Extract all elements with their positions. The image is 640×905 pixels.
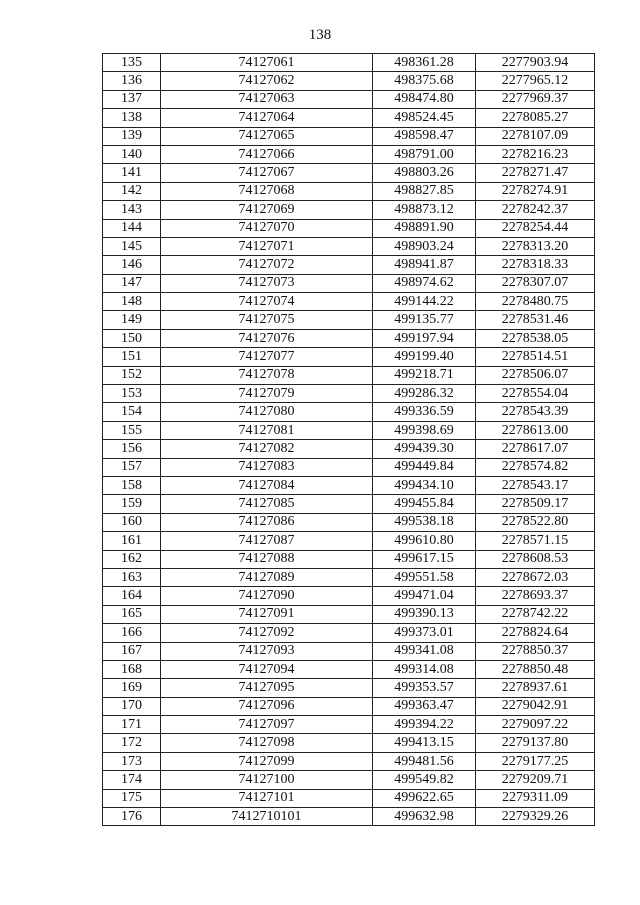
y-coordinate-cell: 2278480.75 bbox=[476, 293, 595, 311]
row-number-cell: 156 bbox=[103, 440, 161, 458]
y-coordinate-cell: 2279329.26 bbox=[476, 808, 595, 826]
y-coordinate-cell: 2277903.94 bbox=[476, 54, 595, 72]
table-row bbox=[103, 624, 595, 642]
row-number-cell: 172 bbox=[103, 734, 161, 752]
table-row bbox=[103, 550, 595, 568]
row-number-cell: 154 bbox=[103, 403, 161, 421]
x-coordinate-cell: 499197.94 bbox=[373, 329, 476, 347]
row-number-cell: 164 bbox=[103, 587, 161, 605]
table-row bbox=[103, 605, 595, 623]
y-coordinate-cell: 2278216.23 bbox=[476, 145, 595, 163]
point-id-cell: 74127092 bbox=[161, 624, 373, 642]
row-number-cell: 139 bbox=[103, 127, 161, 145]
table-row bbox=[103, 366, 595, 384]
y-coordinate-cell: 2278543.17 bbox=[476, 476, 595, 494]
row-number-cell: 158 bbox=[103, 476, 161, 494]
table-row bbox=[103, 771, 595, 789]
y-coordinate-cell: 2278514.51 bbox=[476, 348, 595, 366]
row-number-cell: 150 bbox=[103, 329, 161, 347]
row-number-cell: 157 bbox=[103, 458, 161, 476]
table-row bbox=[103, 219, 595, 237]
table-row bbox=[103, 90, 595, 108]
table-row bbox=[103, 237, 595, 255]
y-coordinate-cell: 2278937.61 bbox=[476, 679, 595, 697]
x-coordinate-cell: 499455.84 bbox=[373, 495, 476, 513]
page-number: 138 bbox=[308, 27, 332, 43]
y-coordinate-cell: 2279137.80 bbox=[476, 734, 595, 752]
x-coordinate-cell: 499336.59 bbox=[373, 403, 476, 421]
y-coordinate-cell: 2278506.07 bbox=[476, 366, 595, 384]
point-id-cell: 74127073 bbox=[161, 274, 373, 292]
x-coordinate-cell: 499314.08 bbox=[373, 660, 476, 678]
x-coordinate-cell: 499481.56 bbox=[373, 752, 476, 770]
table-row bbox=[103, 109, 595, 127]
row-number-cell: 174 bbox=[103, 771, 161, 789]
point-id-cell: 74127083 bbox=[161, 458, 373, 476]
y-coordinate-cell: 2278608.53 bbox=[476, 550, 595, 568]
point-id-cell: 74127063 bbox=[161, 90, 373, 108]
point-id-cell: 74127097 bbox=[161, 716, 373, 734]
point-id-cell: 74127074 bbox=[161, 293, 373, 311]
y-coordinate-cell: 2278242.37 bbox=[476, 201, 595, 219]
point-id-cell: 74127091 bbox=[161, 605, 373, 623]
table-row bbox=[103, 587, 595, 605]
point-id-cell: 74127070 bbox=[161, 219, 373, 237]
x-coordinate-cell: 499434.10 bbox=[373, 476, 476, 494]
row-number-cell: 138 bbox=[103, 109, 161, 127]
point-id-cell: 74127068 bbox=[161, 182, 373, 200]
row-number-cell: 165 bbox=[103, 605, 161, 623]
row-number-cell: 143 bbox=[103, 201, 161, 219]
x-coordinate-cell: 498474.80 bbox=[373, 90, 476, 108]
coordinates-table-body bbox=[103, 54, 595, 826]
row-number-cell: 166 bbox=[103, 624, 161, 642]
x-coordinate-cell: 499632.98 bbox=[373, 808, 476, 826]
point-id-cell: 74127089 bbox=[161, 568, 373, 586]
y-coordinate-cell: 2278107.09 bbox=[476, 127, 595, 145]
y-coordinate-cell: 2278307.07 bbox=[476, 274, 595, 292]
table-row bbox=[103, 54, 595, 72]
point-id-cell: 74127094 bbox=[161, 660, 373, 678]
row-number-cell: 135 bbox=[103, 54, 161, 72]
point-id-cell: 74127064 bbox=[161, 109, 373, 127]
table-row bbox=[103, 458, 595, 476]
point-id-cell: 74127069 bbox=[161, 201, 373, 219]
table-row bbox=[103, 716, 595, 734]
y-coordinate-cell: 2277969.37 bbox=[476, 90, 595, 108]
y-coordinate-cell: 2278318.33 bbox=[476, 256, 595, 274]
table-row bbox=[103, 403, 595, 421]
point-id-cell: 74127076 bbox=[161, 329, 373, 347]
y-coordinate-cell: 2279177.25 bbox=[476, 752, 595, 770]
y-coordinate-cell: 2278574.82 bbox=[476, 458, 595, 476]
point-id-cell: 74127077 bbox=[161, 348, 373, 366]
point-id-cell: 74127099 bbox=[161, 752, 373, 770]
x-coordinate-cell: 499199.40 bbox=[373, 348, 476, 366]
x-coordinate-cell: 499449.84 bbox=[373, 458, 476, 476]
table-row bbox=[103, 201, 595, 219]
y-coordinate-cell: 2278554.04 bbox=[476, 385, 595, 403]
y-coordinate-cell: 2278617.07 bbox=[476, 440, 595, 458]
point-id-cell: 74127088 bbox=[161, 550, 373, 568]
table-row bbox=[103, 476, 595, 494]
y-coordinate-cell: 2278538.05 bbox=[476, 329, 595, 347]
row-number-cell: 140 bbox=[103, 145, 161, 163]
table-row bbox=[103, 440, 595, 458]
table-row bbox=[103, 421, 595, 439]
row-number-cell: 145 bbox=[103, 237, 161, 255]
x-coordinate-cell: 498361.28 bbox=[373, 54, 476, 72]
table-row bbox=[103, 808, 595, 826]
x-coordinate-cell: 498941.87 bbox=[373, 256, 476, 274]
point-id-cell: 74127067 bbox=[161, 164, 373, 182]
table-row bbox=[103, 72, 595, 90]
row-number-cell: 153 bbox=[103, 385, 161, 403]
point-id-cell: 74127082 bbox=[161, 440, 373, 458]
y-coordinate-cell: 2279311.09 bbox=[476, 789, 595, 807]
y-coordinate-cell: 2278254.44 bbox=[476, 219, 595, 237]
y-coordinate-cell: 2278313.20 bbox=[476, 237, 595, 255]
y-coordinate-cell: 2278742.22 bbox=[476, 605, 595, 623]
row-number-cell: 169 bbox=[103, 679, 161, 697]
table-row bbox=[103, 495, 595, 513]
table-row bbox=[103, 256, 595, 274]
x-coordinate-cell: 499286.32 bbox=[373, 385, 476, 403]
table-row bbox=[103, 789, 595, 807]
x-coordinate-cell: 499538.18 bbox=[373, 513, 476, 531]
row-number-cell: 136 bbox=[103, 72, 161, 90]
x-coordinate-cell: 499353.57 bbox=[373, 679, 476, 697]
table-row bbox=[103, 145, 595, 163]
y-coordinate-cell: 2277965.12 bbox=[476, 72, 595, 90]
y-coordinate-cell: 2278672.03 bbox=[476, 568, 595, 586]
y-coordinate-cell: 2278274.91 bbox=[476, 182, 595, 200]
table-row bbox=[103, 679, 595, 697]
row-number-cell: 162 bbox=[103, 550, 161, 568]
table-row bbox=[103, 532, 595, 550]
point-id-cell: 74127081 bbox=[161, 421, 373, 439]
row-number-cell: 176 bbox=[103, 808, 161, 826]
table-row bbox=[103, 568, 595, 586]
table-row bbox=[103, 311, 595, 329]
x-coordinate-cell: 499610.80 bbox=[373, 532, 476, 550]
table-row bbox=[103, 348, 595, 366]
table-row bbox=[103, 293, 595, 311]
x-coordinate-cell: 499413.15 bbox=[373, 734, 476, 752]
row-number-cell: 168 bbox=[103, 660, 161, 678]
table-row bbox=[103, 329, 595, 347]
row-number-cell: 167 bbox=[103, 642, 161, 660]
table-row bbox=[103, 642, 595, 660]
y-coordinate-cell: 2279042.91 bbox=[476, 697, 595, 715]
row-number-cell: 171 bbox=[103, 716, 161, 734]
y-coordinate-cell: 2278571.15 bbox=[476, 532, 595, 550]
row-number-cell: 148 bbox=[103, 293, 161, 311]
y-coordinate-cell: 2278509.17 bbox=[476, 495, 595, 513]
x-coordinate-cell: 499363.47 bbox=[373, 697, 476, 715]
x-coordinate-cell: 499218.71 bbox=[373, 366, 476, 384]
point-id-cell: 74127095 bbox=[161, 679, 373, 697]
row-number-cell: 146 bbox=[103, 256, 161, 274]
y-coordinate-cell: 2278522.80 bbox=[476, 513, 595, 531]
row-number-cell: 144 bbox=[103, 219, 161, 237]
point-id-cell: 74127072 bbox=[161, 256, 373, 274]
row-number-cell: 151 bbox=[103, 348, 161, 366]
y-coordinate-cell: 2278850.37 bbox=[476, 642, 595, 660]
table-row bbox=[103, 513, 595, 531]
point-id-cell: 74127087 bbox=[161, 532, 373, 550]
x-coordinate-cell: 498827.85 bbox=[373, 182, 476, 200]
x-coordinate-cell: 498524.45 bbox=[373, 109, 476, 127]
x-coordinate-cell: 499398.69 bbox=[373, 421, 476, 439]
y-coordinate-cell: 2278543.39 bbox=[476, 403, 595, 421]
y-coordinate-cell: 2278824.64 bbox=[476, 624, 595, 642]
y-coordinate-cell: 2279209.71 bbox=[476, 771, 595, 789]
point-id-cell: 74127061 bbox=[161, 54, 373, 72]
point-id-cell: 74127100 bbox=[161, 771, 373, 789]
point-id-cell: 74127062 bbox=[161, 72, 373, 90]
table-row bbox=[103, 660, 595, 678]
row-number-cell: 173 bbox=[103, 752, 161, 770]
point-id-cell: 74127098 bbox=[161, 734, 373, 752]
row-number-cell: 141 bbox=[103, 164, 161, 182]
y-coordinate-cell: 2278693.37 bbox=[476, 587, 595, 605]
row-number-cell: 142 bbox=[103, 182, 161, 200]
y-coordinate-cell: 2278085.27 bbox=[476, 109, 595, 127]
point-id-cell: 74127080 bbox=[161, 403, 373, 421]
x-coordinate-cell: 498903.24 bbox=[373, 237, 476, 255]
row-number-cell: 137 bbox=[103, 90, 161, 108]
x-coordinate-cell: 499622.65 bbox=[373, 789, 476, 807]
point-id-cell: 74127096 bbox=[161, 697, 373, 715]
point-id-cell: 7412710101 bbox=[161, 808, 373, 826]
row-number-cell: 160 bbox=[103, 513, 161, 531]
table-row bbox=[103, 164, 595, 182]
y-coordinate-cell: 2279097.22 bbox=[476, 716, 595, 734]
point-id-cell: 74127090 bbox=[161, 587, 373, 605]
point-id-cell: 74127066 bbox=[161, 145, 373, 163]
x-coordinate-cell: 498375.68 bbox=[373, 72, 476, 90]
row-number-cell: 149 bbox=[103, 311, 161, 329]
point-id-cell: 74127085 bbox=[161, 495, 373, 513]
row-number-cell: 155 bbox=[103, 421, 161, 439]
x-coordinate-cell: 498974.62 bbox=[373, 274, 476, 292]
y-coordinate-cell: 2278850.48 bbox=[476, 660, 595, 678]
x-coordinate-cell: 499551.58 bbox=[373, 568, 476, 586]
x-coordinate-cell: 498891.90 bbox=[373, 219, 476, 237]
y-coordinate-cell: 2278271.47 bbox=[476, 164, 595, 182]
row-number-cell: 159 bbox=[103, 495, 161, 513]
coordinates-table bbox=[102, 53, 595, 826]
x-coordinate-cell: 499144.22 bbox=[373, 293, 476, 311]
x-coordinate-cell: 499341.08 bbox=[373, 642, 476, 660]
y-coordinate-cell: 2278613.00 bbox=[476, 421, 595, 439]
x-coordinate-cell: 499394.22 bbox=[373, 716, 476, 734]
x-coordinate-cell: 499373.01 bbox=[373, 624, 476, 642]
table-row bbox=[103, 734, 595, 752]
table-row bbox=[103, 697, 595, 715]
x-coordinate-cell: 499549.82 bbox=[373, 771, 476, 789]
point-id-cell: 74127078 bbox=[161, 366, 373, 384]
x-coordinate-cell: 499471.04 bbox=[373, 587, 476, 605]
point-id-cell: 74127065 bbox=[161, 127, 373, 145]
table-row bbox=[103, 385, 595, 403]
row-number-cell: 152 bbox=[103, 366, 161, 384]
point-id-cell: 74127101 bbox=[161, 789, 373, 807]
row-number-cell: 161 bbox=[103, 532, 161, 550]
point-id-cell: 74127093 bbox=[161, 642, 373, 660]
point-id-cell: 74127086 bbox=[161, 513, 373, 531]
x-coordinate-cell: 498803.26 bbox=[373, 164, 476, 182]
table-row bbox=[103, 127, 595, 145]
row-number-cell: 163 bbox=[103, 568, 161, 586]
x-coordinate-cell: 499390.13 bbox=[373, 605, 476, 623]
x-coordinate-cell: 498873.12 bbox=[373, 201, 476, 219]
table-row bbox=[103, 752, 595, 770]
table-row bbox=[103, 274, 595, 292]
y-coordinate-cell: 2278531.46 bbox=[476, 311, 595, 329]
point-id-cell: 74127071 bbox=[161, 237, 373, 255]
x-coordinate-cell: 498791.00 bbox=[373, 145, 476, 163]
x-coordinate-cell: 498598.47 bbox=[373, 127, 476, 145]
point-id-cell: 74127084 bbox=[161, 476, 373, 494]
row-number-cell: 147 bbox=[103, 274, 161, 292]
point-id-cell: 74127075 bbox=[161, 311, 373, 329]
x-coordinate-cell: 499439.30 bbox=[373, 440, 476, 458]
point-id-cell: 74127079 bbox=[161, 385, 373, 403]
table-row bbox=[103, 182, 595, 200]
x-coordinate-cell: 499617.15 bbox=[373, 550, 476, 568]
row-number-cell: 170 bbox=[103, 697, 161, 715]
x-coordinate-cell: 499135.77 bbox=[373, 311, 476, 329]
row-number-cell: 175 bbox=[103, 789, 161, 807]
